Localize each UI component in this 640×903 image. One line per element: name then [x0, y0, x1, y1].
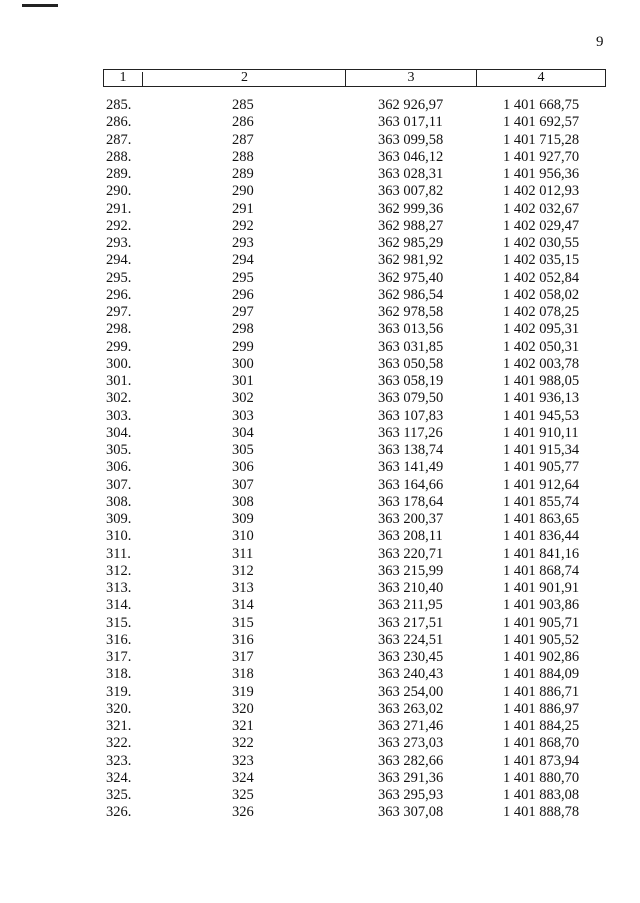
row-number: 291. — [106, 200, 132, 217]
table-row — [0, 390, 640, 407]
coordinate-x: 363 031,85 — [378, 338, 444, 355]
point-number: 320 — [232, 700, 254, 717]
coordinate-y: 1 402 078,25 — [503, 304, 580, 320]
row-number: 314. — [106, 597, 132, 614]
point-number: 323 — [232, 752, 254, 769]
table-row — [0, 252, 640, 269]
table-row — [0, 321, 640, 338]
point-number: 294 — [232, 252, 254, 269]
row-number: 296. — [106, 286, 132, 303]
coordinate-x: 363 046,12 — [378, 148, 444, 165]
table-row — [0, 701, 640, 718]
point-number: 297 — [232, 304, 254, 320]
row-number: 322. — [106, 735, 132, 752]
coordinate-x: 363 099,58 — [378, 131, 444, 148]
coordinate-x: 363 208,11 — [378, 528, 443, 545]
point-number: 300 — [232, 355, 254, 372]
coordinate-y: 1 401 884,25 — [503, 718, 580, 734]
point-number: 317 — [232, 649, 254, 665]
table-row — [0, 442, 640, 459]
table-body — [0, 97, 640, 822]
coordinate-x: 363 240,43 — [378, 666, 444, 683]
table-row — [0, 459, 640, 476]
table-row — [0, 718, 640, 735]
coordinate-y: 1 401 855,74 — [503, 493, 580, 510]
row-number: 309. — [106, 511, 132, 527]
point-number: 325 — [232, 787, 254, 803]
coordinate-x: 363 007,82 — [378, 183, 444, 200]
table-row — [0, 563, 640, 580]
coordinate-y: 1 401 668,75 — [503, 97, 580, 113]
row-number: 325. — [106, 787, 132, 803]
coordinate-y: 1 401 883,08 — [503, 787, 580, 803]
row-number: 307. — [106, 476, 132, 493]
coordinate-x: 363 211,95 — [378, 597, 443, 614]
coordinate-x: 363 210,40 — [378, 580, 444, 596]
row-number: 318. — [106, 666, 132, 683]
row-number: 286. — [106, 114, 132, 131]
point-number: 306 — [232, 459, 254, 476]
coordinate-y: 1 401 905,52 — [503, 631, 580, 648]
coordinate-y: 1 402 032,67 — [503, 200, 580, 217]
row-number: 320. — [106, 700, 132, 717]
coordinate-y: 1 402 012,93 — [503, 183, 580, 200]
row-number: 299. — [106, 338, 132, 355]
point-number: 319 — [232, 683, 254, 700]
coordinate-x: 363 254,00 — [378, 683, 444, 700]
corner-mark — [22, 4, 58, 7]
point-number: 308 — [232, 493, 254, 510]
row-number: 290. — [106, 183, 132, 200]
point-number: 307 — [232, 476, 254, 493]
row-number: 317. — [106, 649, 132, 665]
coordinate-y: 1 401 901,91 — [503, 580, 580, 596]
coordinate-y: 1 401 927,70 — [503, 148, 580, 165]
row-number: 319. — [106, 683, 132, 700]
row-number: 302. — [106, 390, 132, 407]
table-row — [0, 494, 640, 511]
coordinate-y: 1 401 692,57 — [503, 114, 580, 131]
coordinate-x: 362 988,27 — [378, 217, 444, 234]
table-row — [0, 339, 640, 356]
point-number: 324 — [232, 769, 254, 786]
row-number: 310. — [106, 528, 132, 545]
table-row — [0, 201, 640, 218]
coordinate-y: 1 401 936,13 — [503, 390, 580, 407]
coordinate-x: 363 028,31 — [378, 166, 444, 182]
coordinate-x: 363 117,26 — [378, 424, 443, 441]
coordinate-y: 1 401 873,94 — [503, 752, 580, 769]
row-number: 285. — [106, 97, 132, 113]
row-number: 308. — [106, 493, 132, 510]
point-number: 322 — [232, 735, 254, 752]
point-number: 298 — [232, 321, 254, 338]
table-row — [0, 270, 640, 287]
row-number: 323. — [106, 752, 132, 769]
point-number: 312 — [232, 562, 254, 579]
row-number: 316. — [106, 631, 132, 648]
header-col-3: 3 — [407, 70, 415, 85]
table-row — [0, 166, 640, 183]
point-number: 285 — [232, 97, 254, 113]
table-row — [0, 649, 640, 666]
coordinate-x: 363 271,46 — [378, 718, 444, 734]
point-number: 305 — [232, 442, 254, 458]
table-row — [0, 787, 640, 804]
coordinate-y: 1 401 884,09 — [503, 666, 580, 683]
table-row — [0, 632, 640, 649]
coordinate-y: 1 401 841,16 — [503, 545, 580, 562]
coordinate-x: 363 138,74 — [378, 442, 444, 458]
coordinate-y: 1 402 003,78 — [503, 355, 580, 372]
coordinate-y: 1 402 052,84 — [503, 269, 580, 286]
coordinate-y: 1 401 915,34 — [503, 442, 580, 458]
row-number: 298. — [106, 321, 132, 338]
table-row — [0, 218, 640, 235]
coordinate-y: 1 402 029,47 — [503, 217, 580, 234]
point-number: 311 — [232, 545, 254, 562]
coordinate-y: 1 401 902,86 — [503, 649, 580, 665]
table-row — [0, 684, 640, 701]
point-number: 318 — [232, 666, 254, 683]
coordinate-x: 363 220,71 — [378, 545, 444, 562]
table-header — [103, 69, 606, 87]
point-number: 302 — [232, 390, 254, 407]
table-row — [0, 235, 640, 252]
point-number: 287 — [232, 131, 254, 148]
table-row — [0, 511, 640, 528]
row-number: 301. — [106, 373, 132, 389]
table-row — [0, 597, 640, 614]
table-row — [0, 425, 640, 442]
coordinate-y: 1 401 886,71 — [503, 683, 580, 700]
point-number: 290 — [232, 183, 254, 200]
row-number: 292. — [106, 217, 132, 234]
row-number: 324. — [106, 769, 132, 786]
table-row — [0, 666, 640, 683]
coordinate-y: 1 402 058,02 — [503, 286, 580, 303]
point-number: 295 — [232, 269, 254, 286]
coordinate-y: 1 401 888,78 — [503, 804, 580, 821]
coordinate-x: 363 200,37 — [378, 511, 444, 527]
coordinate-y: 1 401 903,86 — [503, 597, 580, 614]
row-number: 300. — [106, 355, 132, 372]
coordinate-x: 363 215,99 — [378, 562, 444, 579]
row-number: 321. — [106, 718, 132, 734]
header-separator — [142, 72, 143, 86]
coordinate-y: 1 402 095,31 — [503, 321, 580, 338]
point-number: 296 — [232, 286, 254, 303]
coordinate-x: 362 985,29 — [378, 235, 444, 251]
table-row — [0, 770, 640, 787]
coordinate-y: 1 401 880,70 — [503, 769, 580, 786]
point-number: 289 — [232, 166, 254, 182]
coordinate-x: 363 273,03 — [378, 735, 444, 752]
row-number: 305. — [106, 442, 132, 458]
coordinate-y: 1 401 863,65 — [503, 511, 580, 527]
coordinate-y: 1 401 910,11 — [503, 424, 579, 441]
row-number: 294. — [106, 252, 132, 269]
row-number: 287. — [106, 131, 132, 148]
row-number: 297. — [106, 304, 132, 320]
point-number: 291 — [232, 200, 254, 217]
coordinate-x: 363 141,49 — [378, 459, 444, 476]
header-col-1: 1 — [119, 70, 127, 85]
table-row — [0, 132, 640, 149]
table-row — [0, 580, 640, 597]
point-number: 288 — [232, 148, 254, 165]
coordinate-x: 363 017,11 — [378, 114, 443, 131]
point-number: 286 — [232, 114, 254, 131]
table-row — [0, 356, 640, 373]
row-number: 315. — [106, 614, 132, 631]
coordinate-x: 363 295,93 — [378, 787, 444, 803]
coordinate-x: 363 217,51 — [378, 614, 444, 631]
coordinate-y: 1 401 836,44 — [503, 528, 580, 545]
table-row — [0, 477, 640, 494]
coordinate-x: 363 291,36 — [378, 769, 444, 786]
row-number: 303. — [106, 407, 132, 424]
coordinate-x: 363 107,83 — [378, 407, 444, 424]
coordinate-x: 362 975,40 — [378, 269, 444, 286]
point-number: 304 — [232, 424, 254, 441]
coordinate-x: 362 986,54 — [378, 286, 444, 303]
point-number: 314 — [232, 597, 254, 614]
table-row — [0, 114, 640, 131]
point-number: 292 — [232, 217, 254, 234]
coordinate-y: 1 401 715,28 — [503, 131, 580, 148]
coordinate-x: 363 230,45 — [378, 649, 444, 665]
point-number: 293 — [232, 235, 254, 251]
header-col-4: 4 — [537, 70, 545, 85]
table-row — [0, 408, 640, 425]
coordinate-y: 1 401 912,64 — [503, 476, 580, 493]
table-row — [0, 373, 640, 390]
point-number: 326 — [232, 804, 254, 821]
coordinate-x: 363 263,02 — [378, 700, 444, 717]
point-number: 301 — [232, 373, 254, 389]
point-number: 303 — [232, 407, 254, 424]
coordinate-y: 1 401 956,36 — [503, 166, 580, 182]
point-number: 316 — [232, 631, 254, 648]
page-number: 9 — [596, 34, 604, 50]
table-row — [0, 615, 640, 632]
row-number: 304. — [106, 424, 132, 441]
coordinate-x: 363 224,51 — [378, 631, 444, 648]
point-number: 309 — [232, 511, 254, 527]
table-row — [0, 546, 640, 563]
coordinate-y: 1 402 050,31 — [503, 338, 580, 355]
table-row — [0, 149, 640, 166]
header-col-2: 2 — [241, 70, 248, 85]
point-number: 315 — [232, 614, 254, 631]
coordinate-x: 363 013,56 — [378, 321, 444, 338]
table-row — [0, 528, 640, 545]
coordinate-x: 363 050,58 — [378, 355, 444, 372]
table-row — [0, 753, 640, 770]
table-row — [0, 97, 640, 114]
point-number: 310 — [232, 528, 254, 545]
coordinate-y: 1 401 945,53 — [503, 407, 580, 424]
row-number: 293. — [106, 235, 132, 251]
coordinate-x: 363 178,64 — [378, 493, 444, 510]
table-row — [0, 304, 640, 321]
row-number: 326. — [106, 804, 132, 821]
coordinate-y: 1 401 905,77 — [503, 459, 580, 476]
table-row — [0, 804, 640, 821]
point-number: 321 — [232, 718, 254, 734]
coordinate-x: 363 164,66 — [378, 476, 444, 493]
coordinate-x: 363 079,50 — [378, 390, 444, 407]
row-number: 289. — [106, 166, 132, 182]
point-number: 299 — [232, 338, 254, 355]
coordinate-y: 1 401 868,70 — [503, 735, 580, 752]
row-number: 312. — [106, 562, 132, 579]
coordinate-x: 362 981,92 — [378, 252, 444, 269]
coordinate-x: 362 999,36 — [378, 200, 444, 217]
coordinate-y: 1 402 030,55 — [503, 235, 580, 251]
coordinate-x: 362 978,58 — [378, 304, 444, 320]
coordinate-y: 1 401 886,97 — [503, 700, 580, 717]
table-row — [0, 287, 640, 304]
coordinate-x: 363 058,19 — [378, 373, 444, 389]
table-row — [0, 183, 640, 200]
coordinate-y: 1 401 905,71 — [503, 614, 580, 631]
row-number: 311. — [106, 545, 131, 562]
row-number: 306. — [106, 459, 132, 476]
coordinate-y: 1 401 868,74 — [503, 562, 580, 579]
coordinate-x: 362 926,97 — [378, 97, 444, 113]
coordinate-y: 1 402 035,15 — [503, 252, 580, 269]
row-number: 313. — [106, 580, 132, 596]
coordinate-x: 363 307,08 — [378, 804, 444, 821]
row-number: 288. — [106, 148, 132, 165]
coordinate-x: 363 282,66 — [378, 752, 444, 769]
row-number: 295. — [106, 269, 132, 286]
coordinate-y: 1 401 988,05 — [503, 373, 580, 389]
table-row — [0, 735, 640, 752]
point-number: 313 — [232, 580, 254, 596]
